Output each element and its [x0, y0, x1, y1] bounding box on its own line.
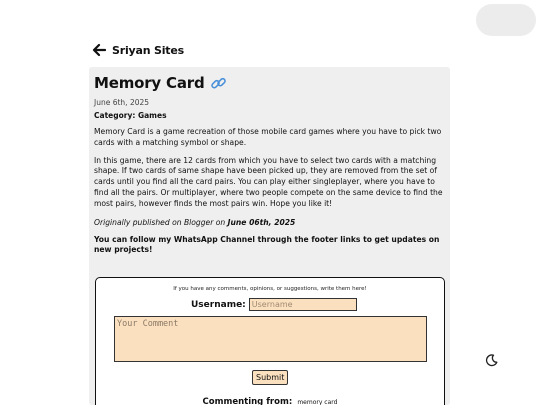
username-label: Username: — [191, 299, 246, 310]
post-category: Category: Games — [94, 111, 167, 120]
published-prefix: Originally published on Blogger on — [94, 217, 228, 227]
post-card — [89, 67, 450, 405]
commenting-from — [96, 389, 444, 405]
comment-hint: If you have any comments, opinions, or suggestions, write them here! — [173, 286, 367, 292]
back-link-label: Sriyan Sites — [112, 43, 184, 57]
comment-form — [95, 277, 445, 405]
post-paragraph-details: In this game, there are 12 cards from which you have to select two cards with a matching shape. If two cards of same shape have been picked up, they are removed from the set of cards until you find all the card pairs. You can play either singleplayer, where you have to find all the pairs. Or multiplayer, where two people compete on the same device to find the most pairs, however finds the most pairs win. Hope you like it! — [94, 155, 443, 208]
arrow-left-icon — [92, 43, 106, 57]
link-icon[interactable] — [210, 75, 227, 92]
commenting-from-label: Commenting from: — [202, 397, 293, 405]
follow-note: You can follow my WhatsApp Channel through the footer links to get updates on new projects! — [94, 234, 440, 255]
theme-toggle-pill[interactable] — [476, 4, 536, 36]
comment-textarea[interactable] — [114, 316, 427, 362]
back-link[interactable] — [92, 42, 184, 58]
post-paragraph-intro: Memory Card is a game recreation of those mobile card games where you have to pick two cards with a matching symbol or shape. — [94, 127, 442, 147]
post-date: June 6th, 2025 — [94, 98, 150, 107]
moon-icon[interactable] — [485, 352, 498, 371]
published-note — [94, 218, 445, 227]
published-date: June 06th, 2025 — [227, 217, 296, 227]
commenting-from-value: memory card — [297, 399, 338, 405]
post-title: Memory Card — [94, 74, 205, 92]
submit-button[interactable]: Submit — [252, 370, 288, 385]
username-input[interactable] — [249, 298, 357, 311]
